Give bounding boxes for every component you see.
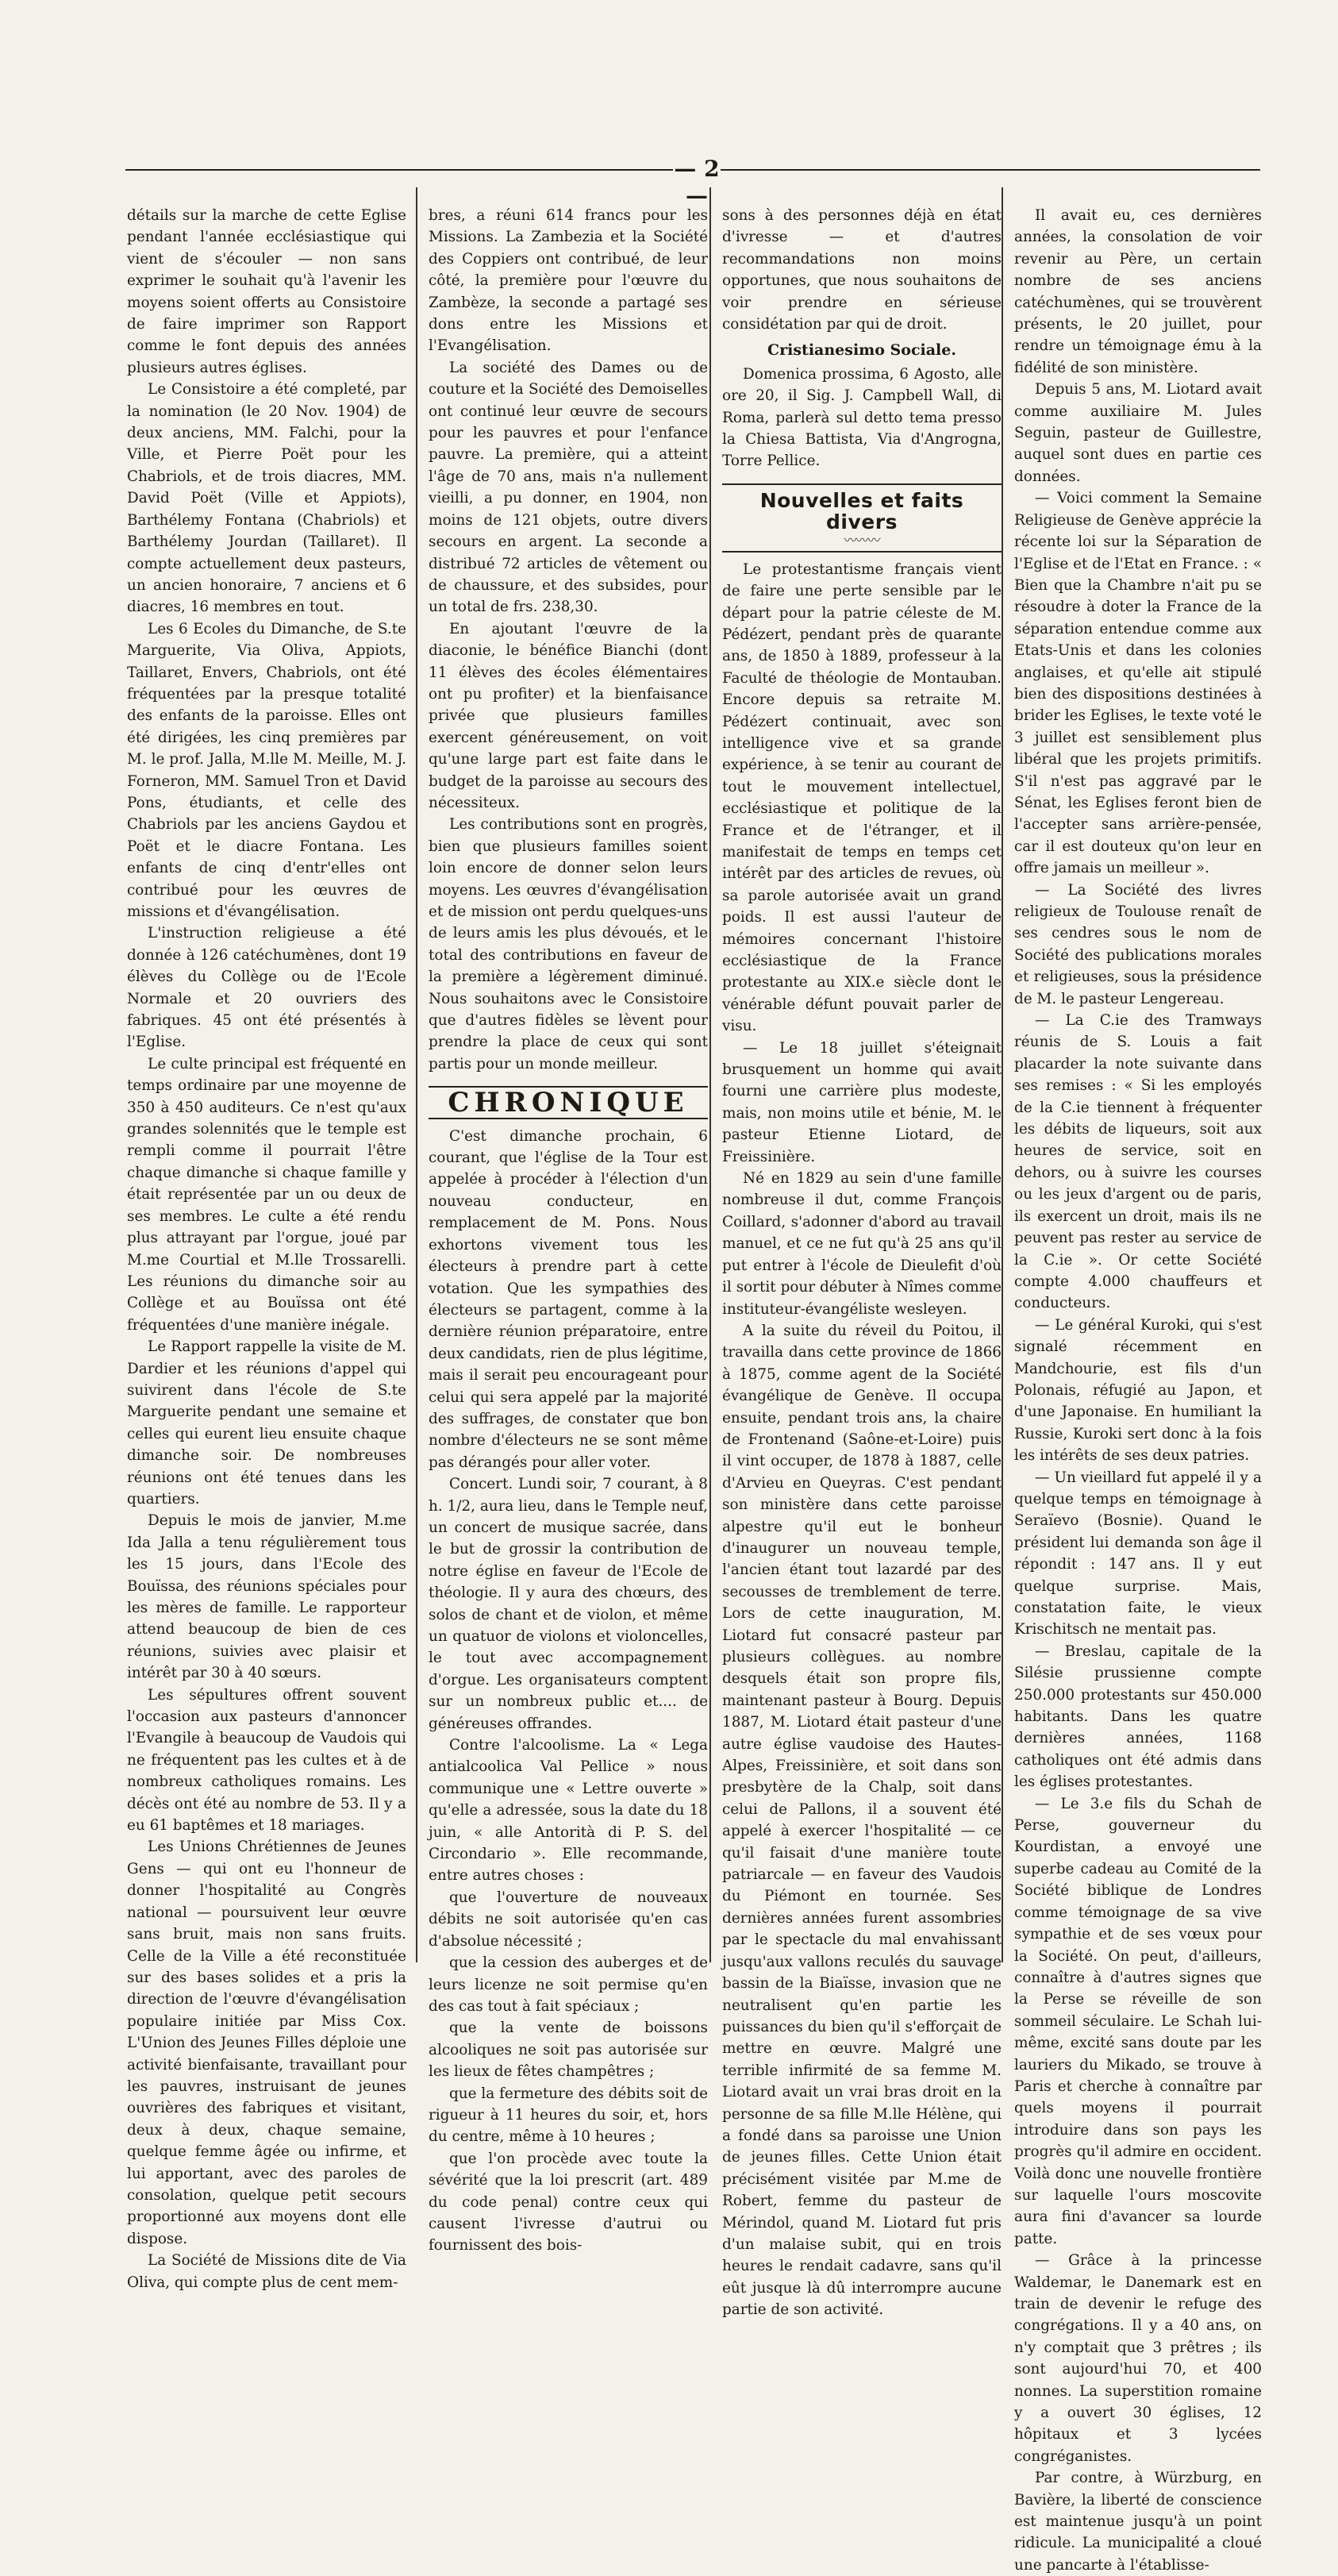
paragraph: — Un vieillard fut appelé il y a quelque temps en témoignage à Seraïevo (Bosnie). Quand le président lui demanda son âge il répondit : 147 ans. Il y eut quelque surprise. Mais, constatation faite, le vieux Krischitsch ne mentait pas. [1014, 1469, 1262, 1638]
paragraph: En ajoutant l'œuvre de la diaconie, le bénéfice Bianchi (dont 11 élèves des écoles élémentaires ont pu profiter) et la bienfaisance privée que plusieurs familles exercent généreusement, on voit qu'une large part est faite dans le budget de la paroisse au secours des nécessiteux. [429, 620, 708, 811]
paragraph: Depuis 5 ans, M. Liotard avait comme auxiliaire M. Jules Seguin, pasteur de Guillestre, auquel sont dues en partie ces données. [1014, 381, 1262, 485]
paragraph: que l'on procède avec toute la sévérité que la loi prescrit (art. 489 du code penal) contre ceux qui causent l'ivresse d'autrui ou fournissent des bois- [429, 2150, 708, 2254]
column-1 [127, 205, 406, 2291]
paragraph: — La Société des livres religieux de Toulouse renaît de ses cendres sous le nom de Société des publications morales et religieuses, sous la présidence de M. le pasteur Lengereau. [1014, 881, 1262, 1007]
paragraph: — Le 18 juillet s'éteignait brusquement un homme qui avait fourni une carrière plus modeste, mais, non moins utile et bénie, M. le pasteur Etienne Liotard, de Freissinière. [722, 1039, 1002, 1165]
paragraph: — Le général Kuroki, qui s'est signalé récemment en Mandchourie, est fils d'un Polonais, réfugié au Japon, et d'une Japonaise. En humiliant la Russie, Kuroki sert donc à la fois les intérêts de ses deux patries. [1014, 1316, 1262, 1465]
paragraph: C'est dimanche prochain, 6 courant, que l'église de la Tour est appelée à procéder à l'élection d'un nouveau conducteur, en remplacement de M. Pons. Nous exhortons vivement tous les électeurs à prendre part à cette votation. Que les sympathies des électeurs se partagent, comme à la dernière réunion préparatoire, entre deux candidats, rien de plus légitime, mais il serait peu encourageant pour celui qui sera appelé par la majorité des suffrages, de constater que bon nombre d'électeurs ne se sont même pas dérangés pour aller voter. [429, 1127, 708, 1471]
ornament-divider: 〰〰〰 [844, 532, 880, 548]
paragraph: La société des Dames ou de couture et la Société des Demoiselles ont continué leur œuvre de secours pour les pauvres et pour l'enfance pauvre. La première, qui a atteint l'âge de 70 ans, mais n'a nullement vieilli, a pu donner, en 1904, non moins de 121 objets, outre divers secours en argent. La seconde a distribué 72 articles de vêtement ou de chaussure, et des subsides, pour un total de frs. 238,30. [429, 359, 708, 616]
paragraph: A la suite du réveil du Poitou, il travailla dans cette province de 1866 à 1875, comme agent de la Société évangélique de Genève. Il occupa ensuite, pendant trois ans, la chaire de Frontenand (Saône-et-Loire) puis il vint occuper, de 1878 à 1887, celle d'Arvieu en Queyras. C'est pendant son ministère dans cette paroisse alpestre qu'il eut le bonheur d'inaugurer un nouveau temple, l'ancien étant tout lazardé par des secousses de tremblement de terre. Lors de cette inauguration, M. Liotard fut consacré pasteur par plusieurs collègues. au nombre desquels était son propre fils, maintenant pasteur à Bourg. Depuis 1887, M. Liotard était pasteur d'une autre église vaudoise des Hautes-Alpes, Freissinière, et soit dans son presbytère de la Chalp, soit dans celui de Pallons, il a souvent été appelé à exercer l'hospitalité — ce qu'il faisait d'une manière toute patriarcale — en faveur des Vaudois du Piémont en tournée. Ses dernières années furent assombries par le spectacle du mal envahissant jusqu'aux vallons reculés du sauvage bassin de la Biaïsse, invasion que ne neutralisent qu'en partie les puissances du bien qu'il s'efforçait de mettre en œuvre. Malgré une terrible infirmité de sa femme M. Liotard avait un vrai bras droit en la personne de sa fille M.lle Hélène, qui a fondé dans sa paroisse une Union de jeunes filles. Cette Union était précisément visitée par M.me de Robert, femme du pasteur de Mérindol, quand M. Liotard fut pris d'un malaise subit, qui en trois heures le rendait cadavre, sans qu'il eût jusque là dû interrompre aucune partie de son activité. [722, 1322, 1002, 2319]
paragraph: La Société de Missions dite de Via Oliva, qui compte plus de cent mem- [127, 2252, 406, 2291]
paragraph: — Grâce à la princesse Waldemar, le Danemark est en train de devenir le refuge des congrégations. Il y a 40 ans, on n'y comptait que 3 prêtres ; ils sont aujourd'hui 70, et 400 nonnes. La superstition romaine y a ouvert 30 églises, 12 hôpitaux et 3 lycées congréganistes. [1014, 2252, 1262, 2465]
paragraph: que la vente de boissons alcooliques ne soit pas autorisée sur les lieux de fêtes champêtres ; [429, 2020, 708, 2081]
chronique-heading-box [429, 1086, 708, 1119]
paragraph: Les sépultures offrent souvent l'occasion aux pasteurs d'annoncer l'Evangile à beaucoup de Vaudois qui ne fréquentent pas les cultes et à de nombreux catholiques romains. Les décès ont été au nombre de 53. Il y a eu 61 baptêmes et 18 mariages. [127, 1686, 406, 1835]
paragraph: Il avait eu, ces dernières années, la consolation de voir revenir au Père, un certain nombre de ses anciens catéchumènes, qui se trouvèrent présents, le 20 juillet, pour rendre un témoignage ému à la fidélité de son ministère. [1014, 207, 1262, 376]
paragraph: Contre l'alcoolisme. La « Lega antialcoolica Val Pellice » nous communique une « Lettre ouverte » qu'elle a adressée, sous la date du 18 juin, « alle Antorità di P. S. del Circondario ». Elle recommande, entre autres choses : [429, 1737, 708, 1885]
paragraph: Né en 1829 au sein d'une famille nombreuse il dut, comme François Coillard, s'adonner d'abord au travail manuel, et ce ne fut qu'à 25 ans qu'il put entrer à l'école de Dieulefit d'où il sortit pour débuter à Nîmes comme instituteur-évangéliste wesleyen. [722, 1170, 1002, 1318]
nouvelles-title: Nouvelles et faits divers [759, 488, 964, 534]
page-number: — 2 — [674, 156, 720, 209]
nouvelles-heading-box [722, 483, 1002, 553]
column-rule [1002, 187, 1003, 1962]
page-header [125, 156, 1259, 209]
paragraph: Le Rapport rappelle la visite de M. Dardier et les réunions d'appel qui suivirent dans l'école de S.te Marguerite pendant une semaine et celles qui eurent lieu ensuite chaque dimanche soir. De nombreuses réunions ont été tenues dans les quartiers. [127, 1338, 406, 1507]
paragraph: Le protestantisme français vient de faire une perte sensible par le départ pour la patrie céleste de M. Pédézert, pendant près de quarante ans, de 1850 à 1889, professeur à la Faculté de théologie de Montauban. Encore depuis sa retraite M. Pédézert continuait, avec son intelligence vive et sa grande expérience, à se tenir au courant de tout le mouvement intellectuel, ecclésiastique et politique de la France et de l'étranger, et il manifestait de temps en temps cet intérêt par des articles de revues, où sa parole autorisée avait un grand poids. Il est aussi l'auteur de mémoires concernant l'histoire ecclésiastique de la France protestante au XIX.e siècle dont le vénérable défunt pouvait parler de visu. [722, 560, 1002, 1035]
column-2 [429, 205, 709, 2254]
paragraph: que la cession des auberges et de leurs licenze ne soit permise qu'en des cas tout à fait spéciaux ; [429, 1954, 708, 2015]
paragraph: Les 6 Ecoles du Dimanche, de S.te Marguerite, Via Oliva, Appiots, Taillaret, Envers, Chabriols, ont été fréquentées par la presque totalité des enfants de la paroisse. Elles ont été dirigées, les cinq premières par M. le prof. Jalla, M.lle M. Meille, M. J. Forneron, MM. Samuel Tron et David Pons, étudiants, et celle des Chabriols par les anciens Gaydou et Poët et le diacre Fontana. Les enfants de cinq d'entr'elles ont contribué pour les œuvres de missions et d'évangélisation. [127, 620, 406, 920]
paragraph: Par contre, à Würzburg, en Bavière, la liberté de conscience est maintenue jusqu'à un point ridicule. La municipalité a cloué une pancarte à l'établisse- [1014, 2470, 1262, 2574]
paragraph: que la fermeture des débits soit de rigueur à 11 heures du soir, et, hors du centre, même à 10 heures ; [429, 2085, 708, 2146]
paragraph: détails sur la marche de cette Eglise pendant l'année ecclésiastique qui vient de s'écouler — non sans exprimer le souhait qu'à l'avenir les moyens soient offerts au Consistoire de faire imprimer son Rapport comme le font depuis des années plusieurs autres églises. [127, 207, 406, 376]
paragraph: Les contributions sont en progrès, bien que plusieurs familles soient loin encore de donner selon leurs moyens. Les œuvres d'évangélisation et de mission ont perdu quelques-uns de leurs amis les plus dévoués, et le total des contributions en faveur de la première a légèrement diminué. Nous souhaitons avec le Consistoire que d'autres fidèles se lèvent pour prendre la place de ceux qui sont partis pour un monde meilleur. [429, 816, 708, 1072]
paragraph: Depuis le mois de janvier, M.me Ida Jalla a tenu régulièrement tous les 15 jours, dans l'Ecole des Bouïssa, des réunions spéciales pour les mères de famille. Le rapporteur attend beaucoup de bien de ces réunions, suivies avec plaisir et intérêt par 30 à 40 sœurs. [127, 1512, 406, 1682]
paragraph: — Breslau, capitale de la Silésie prussienne compte 250.000 protestants sur 450.000 habitants. Dans les quatre dernières années, 1168 catholiques ont été admis dans les églises protestantes. [1014, 1642, 1262, 1791]
paragraph: — La C.ie des Tramways réunis de S. Louis a fait placarder la note suivante dans ses remises : « Si les employés de la C.ie tiennent à fréquenter les débits de liqueurs, soit aux heures de service, soit en dehors, ou à suivre les courses ou les jeux d'argent ou de paris, ils exercent un droit, mais ils ne peuvent pas rester au service de la C.ie ». Or cette Société compte 4.000 chauffeurs et conducteurs. [1014, 1012, 1262, 1312]
column-rule [709, 187, 711, 1962]
header-rule-left [125, 169, 673, 171]
paragraph: — Voici comment la Semaine Religieuse de Genève apprécie la récente loi sur la Séparation de l'Eglise et de l'Etat en France. : « Bien que la Chambre n'ait pu se résoudre à doter la France de la séparation entendue comme aux Etats-Unis et dans les colonies anglaises, et qu'elle ait stipulé bien des dispositions destinées à brider les Eglises, le texte voté le 3 juillet est sensiblement plus libéral que les projets primitifs. S'il n'est pas aggravé par le Sénat, les Eglises feront bien de l'accepter sans arrière-pensée, car il est douteux qu'on leur en offre jamais un meilleur ». [1014, 490, 1262, 877]
cristianesimo-heading: Cristianesimo Sociale. [767, 341, 956, 360]
paragraph: bres, a réuni 614 francs pour les Missions. La Zambezia et la Société des Coppiers ont contribué, de leur côté, la première pour l'œuvre du Zambèze, la seconde a partagé ses dons entre les Missions et l'Evangélisation. [429, 207, 708, 355]
header-rule-right [721, 169, 1260, 171]
paragraph: Domenica prossima, 6 Agosto, alle ore 20, il Sig. J. Campbell Wall, di Roma, parlerà sul detto tema presso la Chiesa Battista, Via d'Angrogna, Torre Pellice. [722, 365, 1002, 470]
paragraph: Concert. Lundi soir, 7 courant, à 8 h. 1/2, aura lieu, dans le Temple neuf, un concert de musique sacrée, dans le but de grossir la contribution de notre église en faveur de l'Ecole de théologie. Il y aura des chœurs, des solos de chant et de violon, et même un quatuor de violons et violoncelles, le tout avec accompagnement d'orgue. Les organisateurs comptent sur un nombreux public et.... de généreuses offrandes. [429, 1476, 709, 1732]
paragraph: Les Unions Chrétiennes de Jeunes Gens — qui ont eu l'honneur de donner l'hospitalité au Congrès national — poursuivent leur œuvre sans bruit, mais non sans fruits. Celle de la Ville a été reconstituée sur des bases solides et a pris la direction de l'œuvre d'évangélisation populaire initiée par Miss Cox. L'Union des Jeunes Filles déploie une activité bienfaisante, travaillant pour les pauvres, instruisant de jeunes ouvrières des fabriques et visitant, deux à deux, chaque semaine, quelque femme âgée ou infirme, et lui apportant, avec des paroles de consolation, quelque petit secours proportionné aux moyens dont elle dispose. [127, 1839, 406, 2247]
paragraph: Le Consistoire a été completé, par la nomination (le 20 Nov. 1904) de deux anciens, MM. Falchi, pour la Ville, et Pierre Poët pour les Chabriols, et de trois diacres, MM. David Poët (Ville et Appiots), Barthélemy Fontana (Chabriols) et Barthélemy Jourdan (Taillaret). Il compte actuellement deux pasteurs, un ancien honoraire, 7 anciens et 6 diacres, 16 membres en tout. [127, 381, 406, 616]
chronique-title: CHRONIQUE [448, 1087, 689, 1119]
column-rule [416, 187, 417, 1962]
paragraph: que l'ouverture de nouveaux débits ne soit autorisée qu'en cas d'absolue nécessité ; [429, 1889, 708, 1950]
column-4 [1014, 205, 1262, 2574]
paragraph: — Le 3.e fils du Schah de Perse, gouverneur du Kourdistan, a envoyé une superbe cadeau au Comité de la Société biblique de Londres comme témoignage de sa vive sympathie et de ses vœux pour la Société. On peut, d'ailleurs, connaître à d'autres signes que la Perse se réveille de son sommeil séculaire. Le Schah lui-même, excité sans doute par les lauriers du Mikado, se trouve à Paris et cherche à connaître par quels moyens il pourrait introduire dans son pays les progrès qu'il admire en occident. Voilà donc une nouvelle frontière sur laquelle l'ours moscovite aura fini d'avancer sa lourde patte. [1014, 1795, 1262, 2247]
paragraph: Le culte principal est fréquenté en temps ordinaire par une moyenne de 350 à 450 auditeurs. Ce n'est qu'aux grandes solennités que le temple est rempli comme il pourrait l'être chaque dimanche si chaque famille y était représentée par un ou deux de ses membres. Le culte a été rendu plus attrayant par l'orgue, joué par M.me Courtial et M.lle Trossarelli. Les réunions du dimanche soir au Collège et au Bouïssa ont été fréquentées d'une manière inégale. [127, 1055, 406, 1334]
paragraph: L'instruction religieuse a été donnée à 126 catéchumènes, dont 19 élèves du Collège ou de l'Ecole Normale et 20 ouvriers des fabriques. 45 ont été présentés à l'Eglise. [127, 925, 406, 1051]
column-3 [722, 205, 1002, 2319]
paragraph: sons à des personnes déjà en état d'ivresse — et d'autres recommandations non moins opportunes, que nous souhaitons de voir prendre en sérieuse considétation par qui de droit. [722, 207, 1002, 333]
